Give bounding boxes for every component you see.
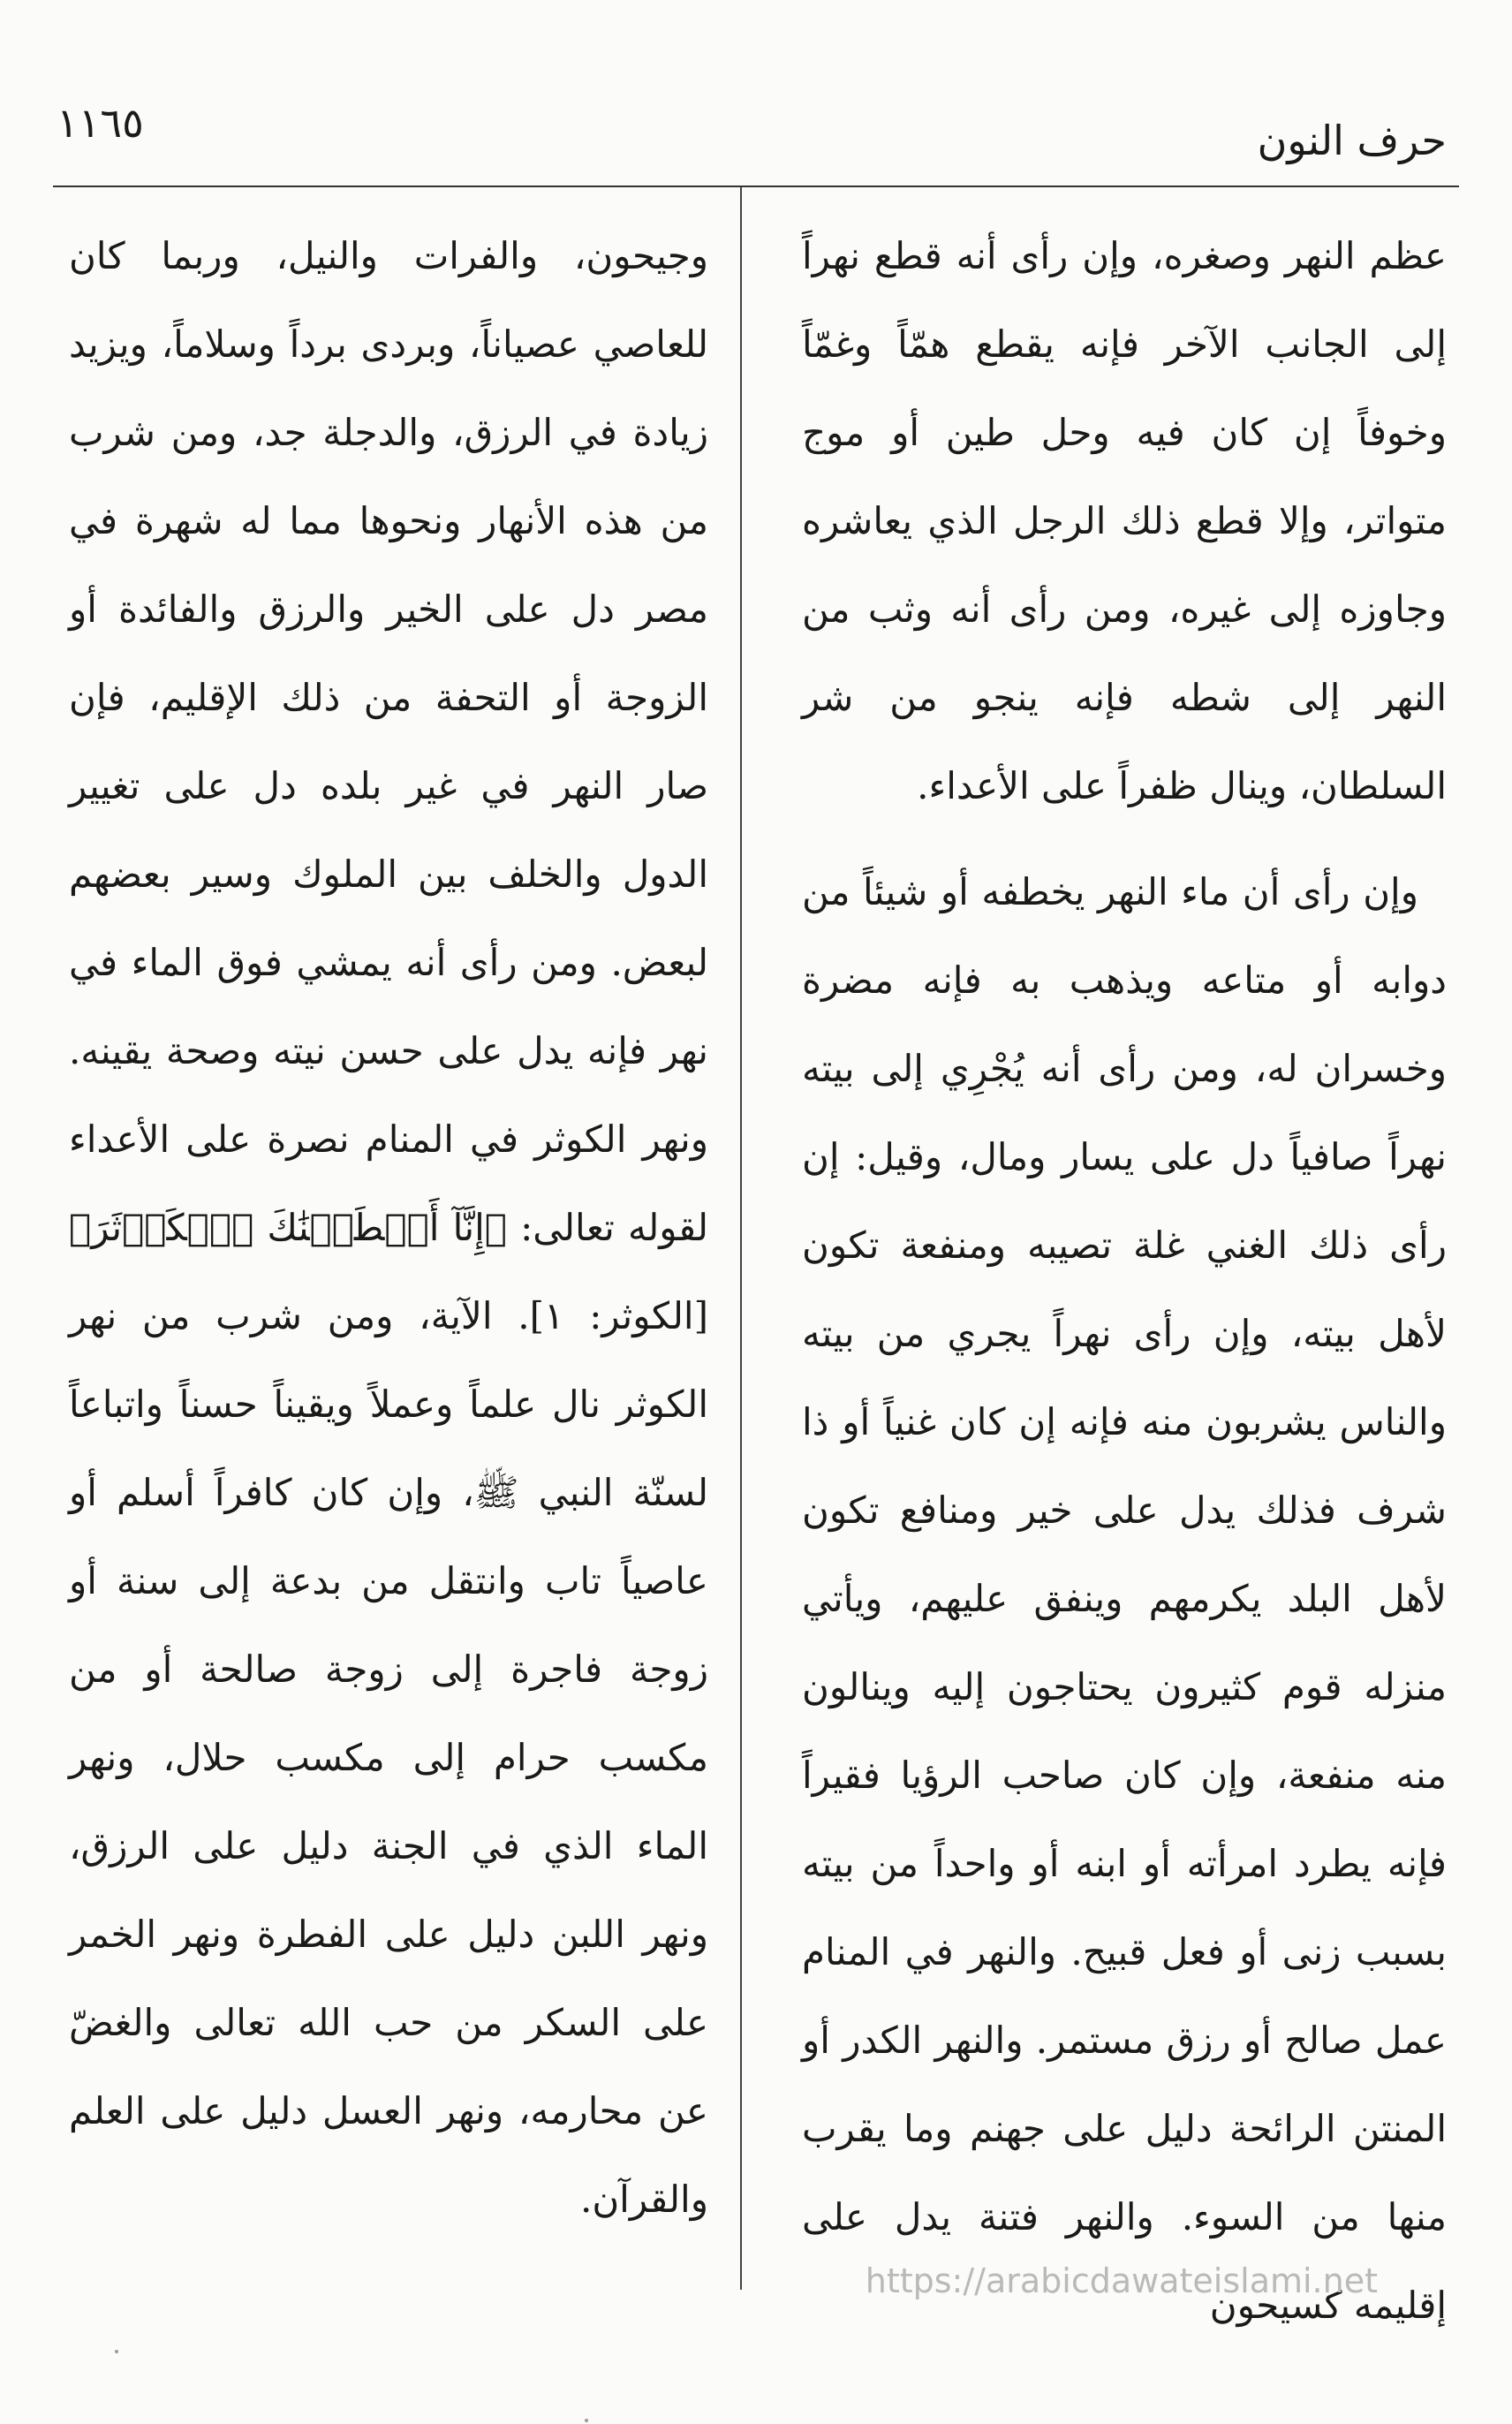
chapter-title: حرف النون <box>1257 117 1447 164</box>
scan-speck <box>115 2350 118 2353</box>
scan-speck <box>585 2419 588 2422</box>
page-number: ١١٦٥ <box>57 99 144 147</box>
paragraph: عظم النهر وصغره، وإن رأى أنه قطع نهراً إلى الجانب الآخر فإنه يقطع همّاً وغمّاً وخوفاً إن كان فيه وحل طين أو موج متواتر، وإلا قطع ذلك الرجل الذي يعاشره وجاوزه إلى غيره، ومن رأى أنه وثب من النهر إلى شطه فإنه ينجو من شر السلطان، وينال ظفراً على الأعداء. <box>802 234 1447 807</box>
header-rule <box>53 186 1459 187</box>
column-divider <box>740 187 742 2290</box>
left-column <box>69 212 708 2244</box>
right-column <box>802 212 1447 2350</box>
watermark-url: https://arabicdawateislami.net <box>865 2261 1378 2300</box>
paragraph: وجيحون، والفرات والنيل، وربما كان للعاصي عصياناً، وبردى برداً وسلاماً، ويزيد زيادة في الرزق، والدجلة جد، ومن شرب من هذه الأنهار ونحوها مما له شهرة في مصر دل على الخير والرزق والفائدة أو الزوجة أو التحفة من ذلك الإقليم، فإن صار النهر في غير بلده دل على تغيير الدول والخلف بين الملوك وسير بعضهم لبعض. ومن رأى أنه يمشي فوق الماء في نهر فإنه يدل على حسن نيته وصحة يقينه. ونهر الكوثر في المنام نصرة على الأعداء لقوله تعالى: ﴿إِنَّآ أَعۡطَيۡنَٰكَ ٱلۡكَوۡثَرَ﴾ [الكوثر: ١]. الآية، ومن شرب من نهر الكوثر نال علماً وعملاً ويقيناً حسناً واتباعاً لسنّة النبي ﷺ، وإن كان كافراً أسلم أو عاصياً تاب وانتقل من بدعة إلى سنة أو زوجة فاجرة إلى زوجة صالحة أو من مكسب حرام إلى مكسب حلال، ونهر الماء الذي في الجنة دليل على الرزق، ونهر اللبن دليل على الفطرة ونهر الخمر على السكر من حب الله تعالى والغضّ عن محارمه، ونهر العسل دليل على العلم والقرآن. <box>69 234 708 2221</box>
paragraph: وإن رأى أن ماء النهر يخطفه أو شيئاً من دوابه أو متاعه ويذهب به فإنه مضرة وخسران له، ومن رأى أنه يُجْرِي إلى بيته نهراً صافياً دل على يسار ومال، وقيل: إن رأى ذلك الغني غلة تصيبه ومنفعة تكون لأهل بيته، وإن رأى نهراً يجري من بيته والناس يشربون منه فإنه إن كان غنياً أو ذا شرف فذلك يدل على خير ومنافع تكون لأهل البلد يكرمهم وينفق عليهم، ويأتي منزله قوم كثيرون يحتاجون إليه وينالون منه منفعة، وإن كان صاحب الرؤيا فقيراً فإنه يطرد امرأته أو ابنه أو واحداً من بيته بسبب زنى أو فعل قبيح. والنهر في المنام عمل صالح أو رزق مستمر. والنهر الكدر أو المنتن الرائحة دليل على جهنم وما يقرب منها من السوء. والنهر فتنة يدل على إقليمه كسيحون <box>802 870 1447 2327</box>
